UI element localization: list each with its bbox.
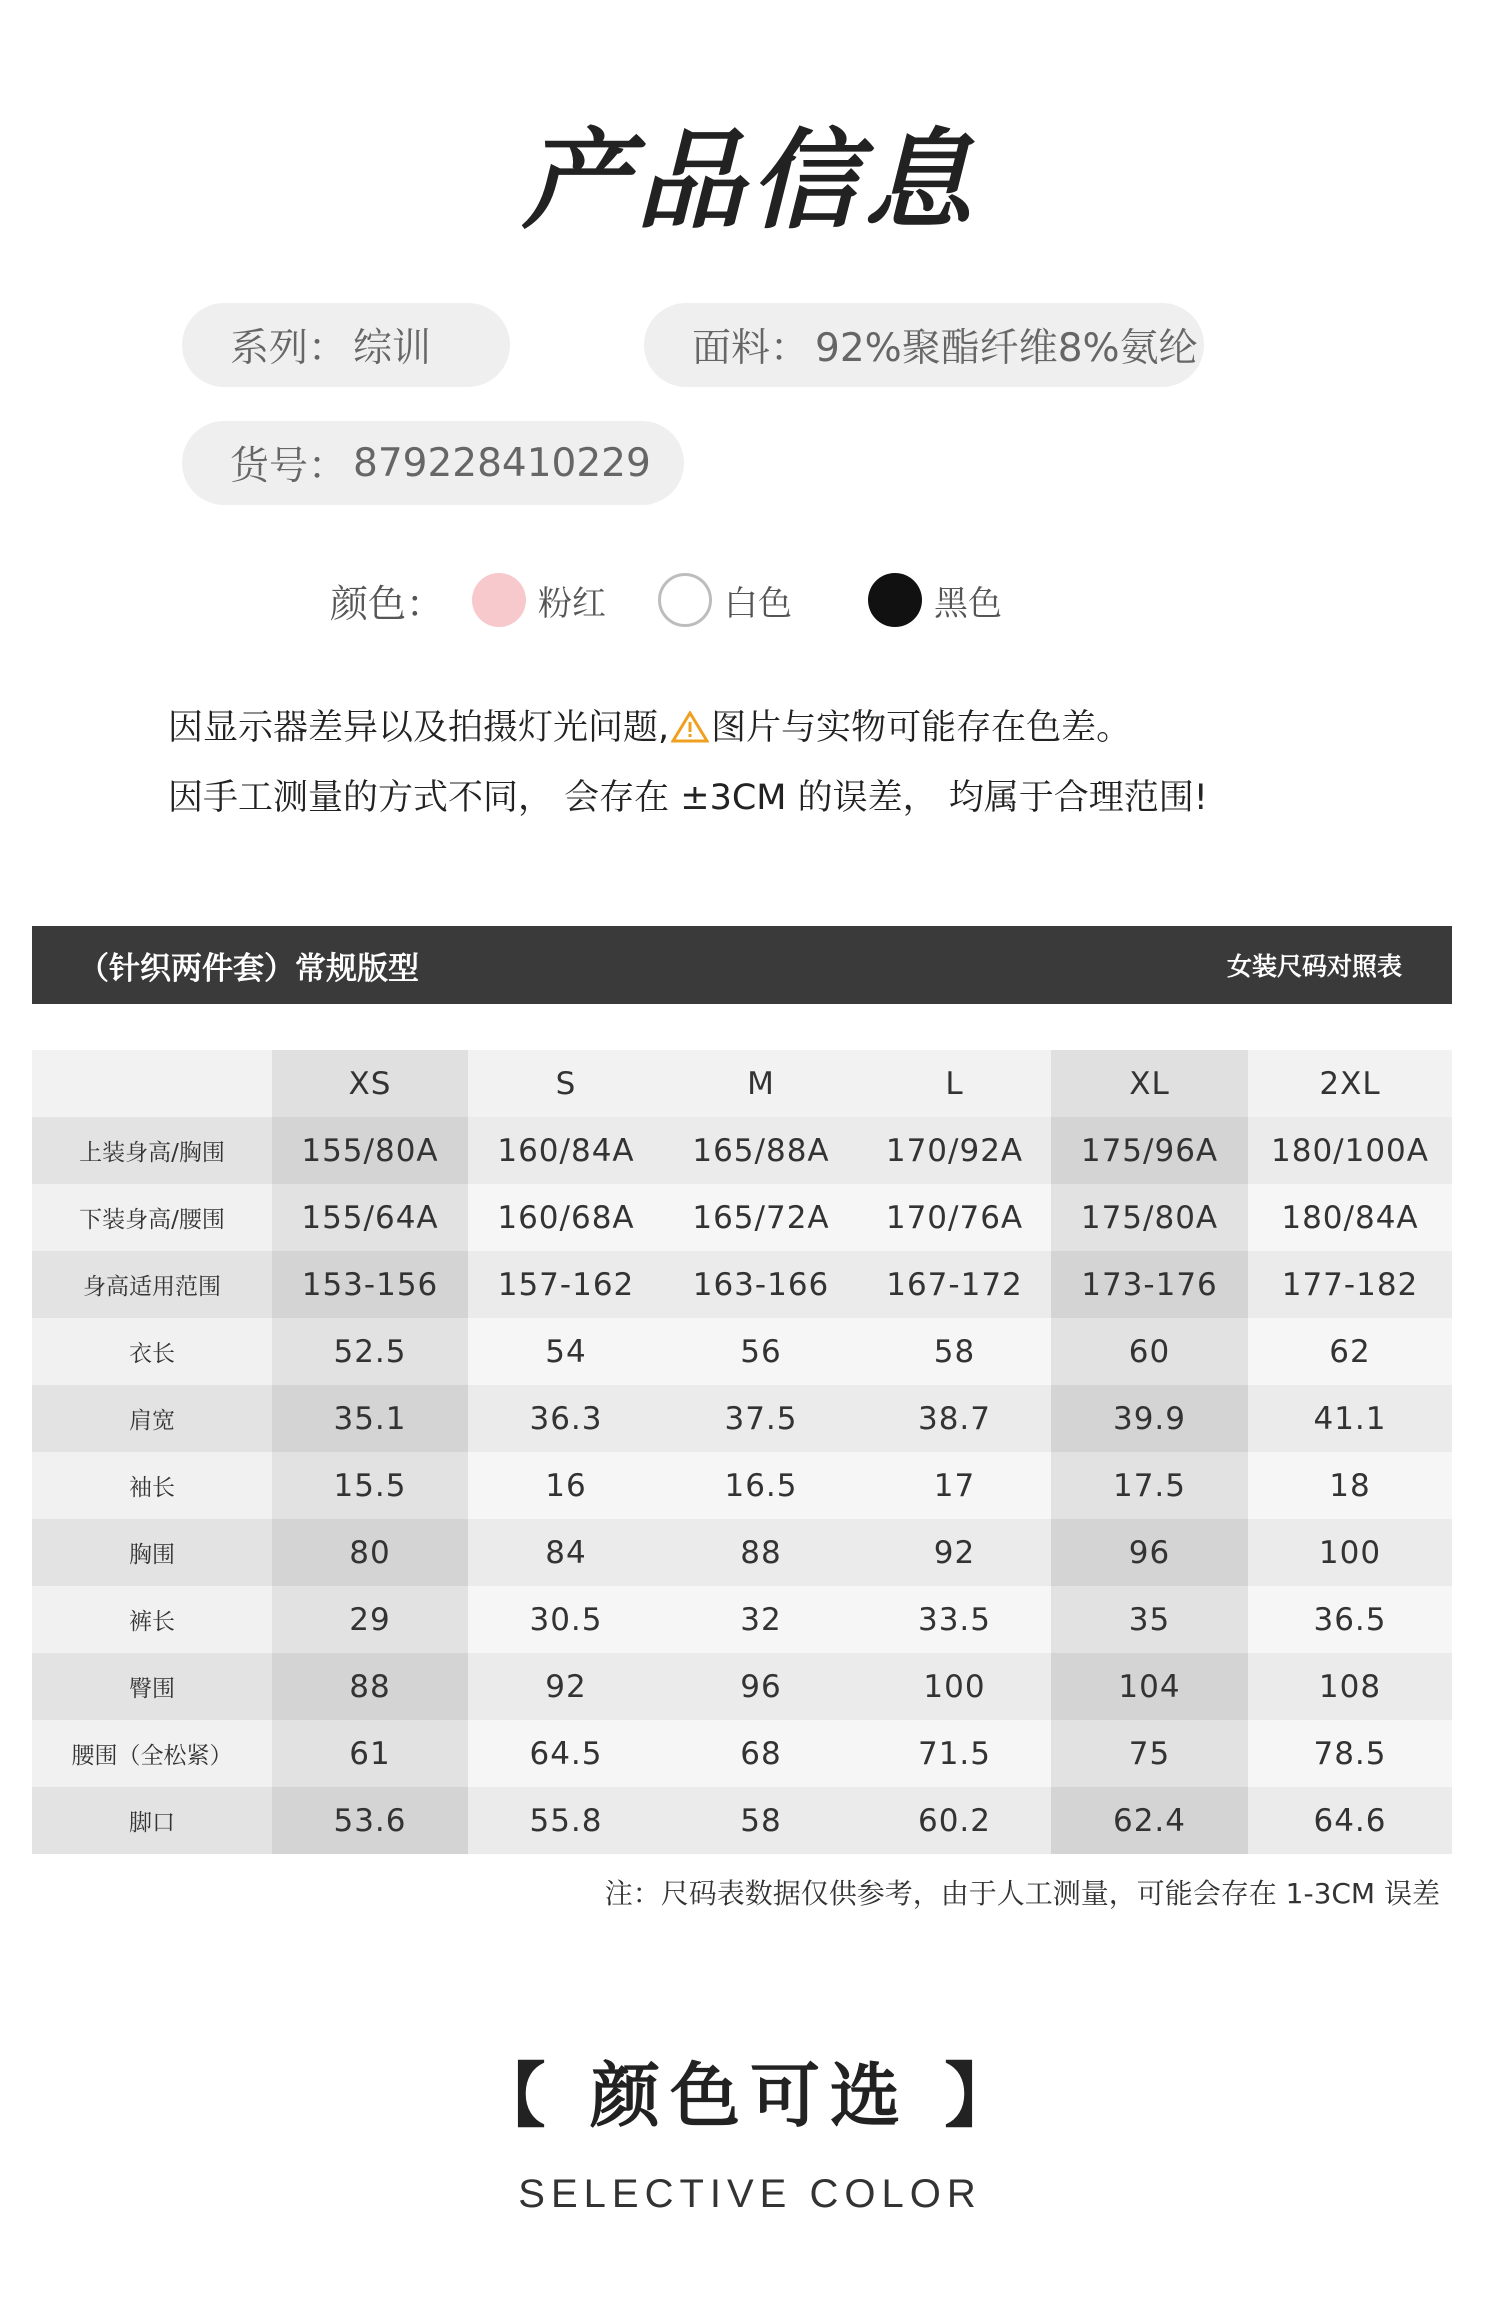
table-cell: 33.5 <box>858 1586 1051 1653</box>
table-cell: 16 <box>468 1452 664 1519</box>
table-cell: 61 <box>272 1720 468 1787</box>
table-cell: 163-166 <box>664 1251 858 1318</box>
table-row <box>32 1184 1452 1251</box>
color-name: 黑色 <box>934 583 1003 624</box>
table-cell: 165/72A <box>664 1184 858 1251</box>
table-cell: 56 <box>664 1318 858 1385</box>
table-cell: 52.5 <box>272 1318 468 1385</box>
table-cell: 60.2 <box>858 1787 1051 1854</box>
item-no-pill <box>182 421 684 505</box>
note-line1-b: 图片与实物可能存在色差。 <box>711 708 1132 748</box>
color-name: 粉红 <box>538 583 607 624</box>
fabric-pill <box>644 303 1204 387</box>
table-cell: 58 <box>664 1787 858 1854</box>
table-cell: 180/84A <box>1248 1184 1452 1251</box>
table-cell: 80 <box>272 1519 468 1586</box>
table-cell: 62 <box>1248 1318 1452 1385</box>
table-cell: 35 <box>1051 1586 1248 1653</box>
row-label: 袖长 <box>32 1452 272 1519</box>
black-swatch <box>868 573 922 627</box>
color-option-black[interactable] <box>868 573 1002 627</box>
row-label: 臀围 <box>32 1653 272 1720</box>
table-row <box>32 1251 1452 1318</box>
table-cell: 160/68A <box>468 1184 664 1251</box>
table-cell: 64.6 <box>1248 1787 1452 1854</box>
table-row <box>32 1117 1452 1184</box>
table-cell: 37.5 <box>664 1385 858 1452</box>
size-header-cell: S <box>468 1050 664 1117</box>
table-cell: 17 <box>858 1452 1051 1519</box>
table-cell: 88 <box>272 1653 468 1720</box>
item-no-value: 879228410229 <box>353 440 651 486</box>
row-label: 肩宽 <box>32 1385 272 1452</box>
color-label: 颜色： <box>330 581 445 626</box>
table-cell: 173-176 <box>1051 1251 1248 1318</box>
note-line1-a: 因显示器差异以及拍摄灯光问题, <box>168 708 670 748</box>
table-cell: 175/96A <box>1051 1117 1248 1184</box>
table-cell: 55.8 <box>468 1787 664 1854</box>
table-cell: 62.4 <box>1051 1787 1248 1854</box>
series-value: 综训 <box>353 326 432 371</box>
measurement-note: 因手工测量的方式不同， 会存在 ±3CM 的误差， 均属于合理范围! <box>168 778 1208 818</box>
table-cell: 29 <box>272 1586 468 1653</box>
table-cell: 53.6 <box>272 1787 468 1854</box>
table-cell: 84 <box>468 1519 664 1586</box>
table-cell: 100 <box>858 1653 1051 1720</box>
table-cell: 170/92A <box>858 1117 1051 1184</box>
table-row <box>32 1653 1452 1720</box>
warning-icon <box>671 703 709 753</box>
pink-swatch <box>472 573 526 627</box>
table-cell: 58 <box>858 1318 1051 1385</box>
series-label: 系列： <box>230 326 348 371</box>
table-cell: 96 <box>664 1653 858 1720</box>
table-cell: 155/64A <box>272 1184 468 1251</box>
row-label: 腰围（全松紧） <box>32 1720 272 1787</box>
table-cell: 54 <box>468 1318 664 1385</box>
table-row <box>32 1318 1452 1385</box>
row-label: 衣长 <box>32 1318 272 1385</box>
series-pill <box>182 303 510 387</box>
table-cell: 41.1 <box>1248 1385 1452 1452</box>
color-option-pink[interactable] <box>472 573 606 627</box>
table-header-row <box>32 1050 1452 1117</box>
size-header-cell: XS <box>272 1050 468 1117</box>
table-cell: 167-172 <box>858 1251 1051 1318</box>
table-cell: 17.5 <box>1051 1452 1248 1519</box>
fabric-label: 面料： <box>692 326 810 371</box>
row-label: 裤长 <box>32 1586 272 1653</box>
table-cell: 104 <box>1051 1653 1248 1720</box>
page-title: 产品信息 <box>521 119 978 244</box>
table-row <box>32 1452 1452 1519</box>
size-chart-banner <box>32 926 1452 1004</box>
table-cell: 92 <box>858 1519 1051 1586</box>
table-row <box>32 1519 1452 1586</box>
color-options <box>330 565 1002 635</box>
table-cell: 15.5 <box>272 1452 468 1519</box>
table-cell: 68 <box>664 1720 858 1787</box>
fabric-value: 92%聚酯纤维8%氨纶 <box>815 326 1198 371</box>
row-label: 胸围 <box>32 1519 272 1586</box>
table-cell: 36.3 <box>468 1385 664 1452</box>
item-no-label: 货号： <box>230 444 348 489</box>
table-cell: 170/76A <box>858 1184 1051 1251</box>
table-cell: 108 <box>1248 1653 1452 1720</box>
table-cell: 100 <box>1248 1519 1452 1586</box>
table-cell: 155/80A <box>272 1117 468 1184</box>
table-cell: 157-162 <box>468 1251 664 1318</box>
table-cell: 64.5 <box>468 1720 664 1787</box>
size-table <box>32 1050 1452 1854</box>
table-row <box>32 1720 1452 1787</box>
color-difference-note <box>168 703 1131 753</box>
table-cell: 39.9 <box>1051 1385 1248 1452</box>
table-cell: 30.5 <box>468 1586 664 1653</box>
table-cell: 16.5 <box>664 1452 858 1519</box>
row-label: 下装身高/腰围 <box>32 1184 272 1251</box>
banner-chart-title: 女装尺码对照表 <box>1226 952 1402 981</box>
size-table-footnote: 注：尺码表数据仅供参考，由于人工测量，可能会存在 1-3CM 误差 <box>604 1877 1440 1910</box>
table-cell: 38.7 <box>858 1385 1051 1452</box>
table-cell: 75 <box>1051 1720 1248 1787</box>
color-name: 白色 <box>724 583 793 624</box>
table-cell: 165/88A <box>664 1117 858 1184</box>
table-cell: 92 <box>468 1653 664 1720</box>
row-label: 上装身高/胸围 <box>32 1117 272 1184</box>
table-row <box>32 1586 1452 1653</box>
size-header-cell: M <box>664 1050 858 1117</box>
table-cell: 35.1 <box>272 1385 468 1452</box>
table-corner-cell <box>32 1050 272 1117</box>
table-cell: 78.5 <box>1248 1720 1452 1787</box>
size-header-cell: 2XL <box>1248 1050 1452 1117</box>
table-cell: 18 <box>1248 1452 1452 1519</box>
row-label: 脚口 <box>32 1787 272 1854</box>
table-cell: 36.5 <box>1248 1586 1452 1653</box>
table-cell: 177-182 <box>1248 1251 1452 1318</box>
size-header-cell: L <box>858 1050 1051 1117</box>
table-cell: 71.5 <box>858 1720 1051 1787</box>
table-cell: 160/84A <box>468 1117 664 1184</box>
section-title: 【 颜色可选 】 <box>475 2054 1025 2137</box>
color-option-white[interactable] <box>658 573 792 627</box>
table-cell: 60 <box>1051 1318 1248 1385</box>
section-subtitle: SELECTIVE COLOR <box>518 2172 982 2216</box>
table-row <box>32 1787 1452 1854</box>
table-cell: 96 <box>1051 1519 1248 1586</box>
table-cell: 88 <box>664 1519 858 1586</box>
table-cell: 180/100A <box>1248 1117 1452 1184</box>
size-header-cell: XL <box>1051 1050 1248 1117</box>
table-cell: 32 <box>664 1586 858 1653</box>
table-cell: 175/80A <box>1051 1184 1248 1251</box>
row-label: 身高适用范围 <box>32 1251 272 1318</box>
banner-fit-type: （针织两件套）常规版型 <box>78 950 419 987</box>
white-swatch <box>658 573 712 627</box>
table-row <box>32 1385 1452 1452</box>
table-cell: 153-156 <box>272 1251 468 1318</box>
